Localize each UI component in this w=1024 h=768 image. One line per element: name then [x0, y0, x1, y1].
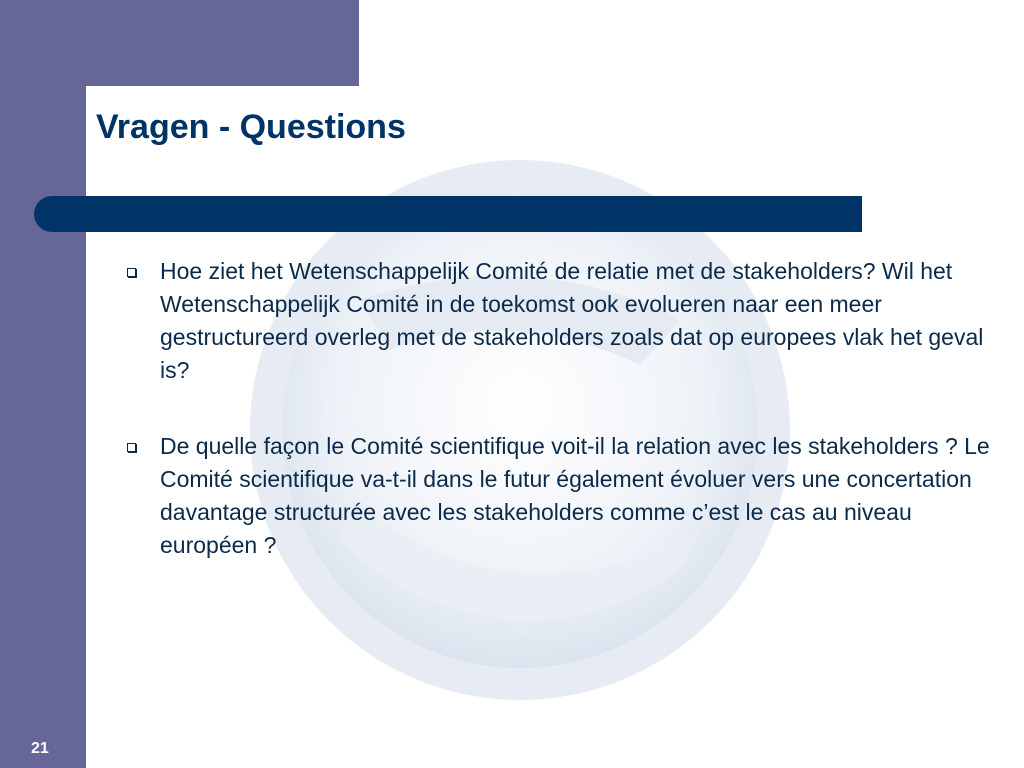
- bullet-text: De quelle façon le Comité scientifique voit-il la relation avec les stakeholders ? Le Comité scientifique va-t-il dans le futur également évoluer vers une concertation davantage structurée avec les stakeholders comme c’est le cas au niveau européen ?: [160, 433, 990, 558]
- hollow-square-bullet-icon: [127, 268, 136, 277]
- bullet-item: [120, 430, 990, 562]
- title-underline-bar: [34, 196, 862, 232]
- hollow-square-bullet-icon: [127, 443, 136, 452]
- bullet-item: [120, 255, 990, 387]
- slide-number: 21: [31, 740, 49, 757]
- bullet-list: [120, 255, 990, 562]
- top-decorative-band: [0, 0, 359, 86]
- bullet-text: Hoe ziet het Wetenschappelijk Comité de relatie met de stakeholders? Wil het Wetenschappelijk Comité in de toekomst ook evolueren naar een meer gestructureerd overleg met de stakeholders zoals dat op europees vlak het geval is?: [160, 258, 984, 383]
- slide-title: Vragen - Questions: [96, 108, 406, 146]
- left-decorative-band: [0, 0, 86, 768]
